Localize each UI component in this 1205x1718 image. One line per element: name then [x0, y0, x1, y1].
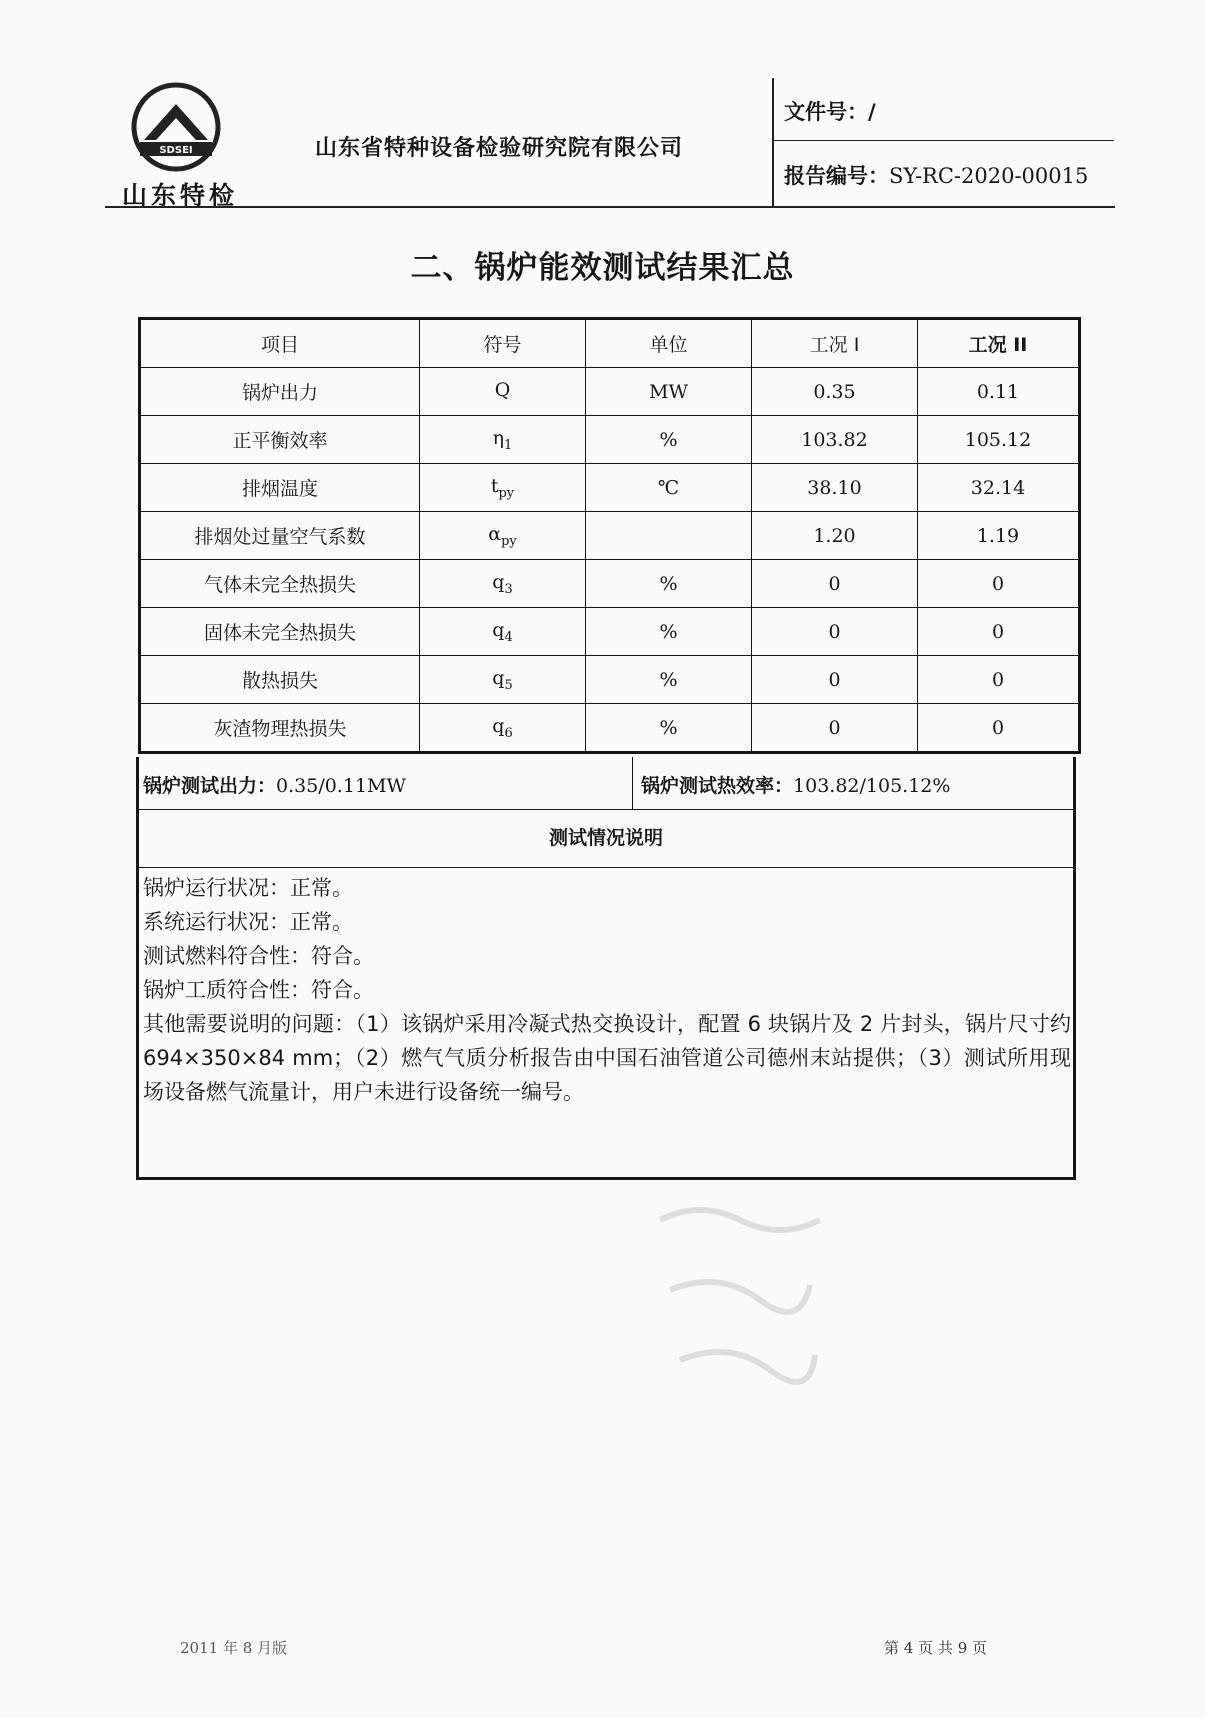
table-row: [140, 512, 1080, 560]
row-condition-1-value: 103.82: [752, 416, 918, 464]
test-output-value: 0.35/0.11MW: [276, 775, 407, 797]
row-item: 排烟处过量空气系数: [140, 512, 420, 560]
faint-stamp-icon: [640, 1190, 830, 1420]
table-row: [140, 464, 1080, 512]
document-number: [784, 96, 876, 126]
row-item: 气体未完全热损失: [140, 560, 420, 608]
symbol-subscript: 6: [504, 725, 513, 741]
row-unit: [586, 512, 752, 560]
row-condition-2-value: 0: [918, 608, 1080, 656]
table-row: [140, 608, 1080, 656]
column-header-unit: 单位: [586, 319, 752, 368]
symbol-subscript: 1: [504, 437, 513, 453]
row-condition-2-value: 32.14: [918, 464, 1080, 512]
page-label-middle: 页 共: [918, 1639, 953, 1657]
row-condition-2-value: 105.12: [918, 416, 1080, 464]
symbol-letter: q: [492, 714, 505, 737]
column-header-condition-2: 工况 II: [918, 319, 1080, 368]
symbol-letter: q: [492, 570, 505, 593]
symbol-letter: Q: [494, 378, 511, 401]
row-unit: %: [586, 608, 752, 656]
symbol-subscript: py: [501, 533, 517, 549]
logo-abbrev: SDSEI: [159, 145, 193, 156]
description-line: 锅炉运行状况：正常。: [143, 876, 353, 900]
column-header-condition-1: 工况 I: [752, 319, 918, 368]
document-number-label: 文件号：: [784, 100, 868, 124]
row-condition-2-value: 0: [918, 704, 1080, 753]
row-symbol: [420, 368, 586, 416]
symbol-letter: η: [492, 426, 505, 449]
row-condition-1-value: 0: [752, 704, 918, 753]
row-symbol: [420, 512, 586, 560]
row-condition-2-value: 1.19: [918, 512, 1080, 560]
test-efficiency-label: 锅炉测试热效率：: [641, 775, 794, 797]
row-item: 灰渣物理热损失: [140, 704, 420, 753]
symbol-subscript: 4: [504, 629, 513, 645]
document-number-value: /: [868, 100, 876, 124]
row-condition-1-value: 0: [752, 656, 918, 704]
row-condition-1-value: 0: [752, 608, 918, 656]
row-symbol: [420, 704, 586, 753]
summary-row: [139, 757, 1073, 810]
symbol-letter: t: [490, 474, 499, 497]
description-line: 系统运行状况：正常。: [143, 910, 353, 934]
page-label-suffix: 页: [972, 1639, 988, 1657]
description-body: [143, 871, 1071, 1109]
company-logo: [100, 82, 250, 210]
description-heading: 测试情况说明: [139, 809, 1073, 868]
description-line: 锅炉工质符合性：符合。: [143, 978, 374, 1002]
row-symbol: [420, 464, 586, 512]
symbol-subscript: 3: [504, 581, 513, 597]
table-row: [140, 560, 1080, 608]
row-item: 散热损失: [140, 656, 420, 704]
summary-divider: [632, 757, 633, 809]
row-symbol: [420, 656, 586, 704]
table-row: [140, 704, 1080, 753]
row-unit: ℃: [586, 464, 752, 512]
row-condition-2-value: 0.11: [918, 368, 1080, 416]
row-symbol: [420, 560, 586, 608]
logo-label: 山东特检: [121, 181, 238, 210]
table-row: [140, 416, 1080, 464]
row-unit: %: [586, 560, 752, 608]
test-output-summary: [143, 771, 406, 798]
edition-note: 2011 年 8 月版: [180, 1639, 288, 1657]
table-row: [140, 656, 1080, 704]
row-unit: %: [586, 704, 752, 753]
row-condition-1-value: 38.10: [752, 464, 918, 512]
report-number: [784, 160, 1088, 190]
header-divider-bottom: [105, 206, 1115, 208]
column-header-symbol: 符号: [420, 319, 586, 368]
description-line: 测试燃料符合性：符合。: [143, 944, 374, 968]
row-item: 固体未完全热损失: [140, 608, 420, 656]
row-symbol: [420, 608, 586, 656]
section-title: 二、锅炉能效测试结果汇总: [410, 250, 795, 286]
summary-box: [136, 757, 1076, 1180]
table-header-row: [140, 319, 1080, 368]
row-condition-2-value: 0: [918, 656, 1080, 704]
row-condition-1-value: 0: [752, 560, 918, 608]
page-number: [884, 1637, 987, 1658]
header-divider-middle: [772, 140, 1114, 141]
symbol-subscript: 5: [504, 677, 513, 693]
row-condition-2-value: 0: [918, 560, 1080, 608]
row-unit: %: [586, 656, 752, 704]
table-row: [140, 368, 1080, 416]
page-current: 4: [903, 1639, 914, 1657]
row-item: 正平衡效率: [140, 416, 420, 464]
report-number-value: SY-RC-2020-00015: [889, 164, 1089, 188]
row-symbol: [420, 416, 586, 464]
organization-name: 山东省特种设备检验研究院有限公司: [315, 136, 684, 161]
logo-emblem-icon: [130, 82, 222, 172]
symbol-subscript: py: [498, 485, 515, 501]
symbol-letter: α: [488, 522, 502, 545]
test-efficiency-value: 103.82/105.12%: [793, 775, 951, 797]
test-output-label: 锅炉测试出力：: [143, 775, 277, 797]
symbol-letter: q: [492, 666, 505, 689]
page-label-prefix: 第: [884, 1639, 900, 1657]
report-number-label: 报告编号：: [784, 164, 889, 188]
description-line: 其他需要说明的问题：（1）该锅炉采用冷凝式热交换设计，配置 6 块锅片及 2 片封头，锅片尺寸约 694×350×84 mm；（2）燃气气质分析报告由中国石油管道公司德州末站提供；（3）测试所用现场设备燃气流量计，用户未进行设备统一编号。: [143, 1012, 1071, 1104]
symbol-letter: q: [492, 618, 505, 641]
test-efficiency-summary: [641, 771, 950, 798]
row-condition-1-value: 1.20: [752, 512, 918, 560]
row-unit: %: [586, 416, 752, 464]
row-item: 锅炉出力: [140, 368, 420, 416]
page-total: 9: [957, 1639, 968, 1657]
row-item: 排烟温度: [140, 464, 420, 512]
column-header-item: 项目: [140, 319, 420, 368]
efficiency-results-table: [138, 317, 1081, 754]
header-divider-vertical: [772, 78, 774, 206]
row-condition-1-value: 0.35: [752, 368, 918, 416]
row-unit: MW: [586, 368, 752, 416]
